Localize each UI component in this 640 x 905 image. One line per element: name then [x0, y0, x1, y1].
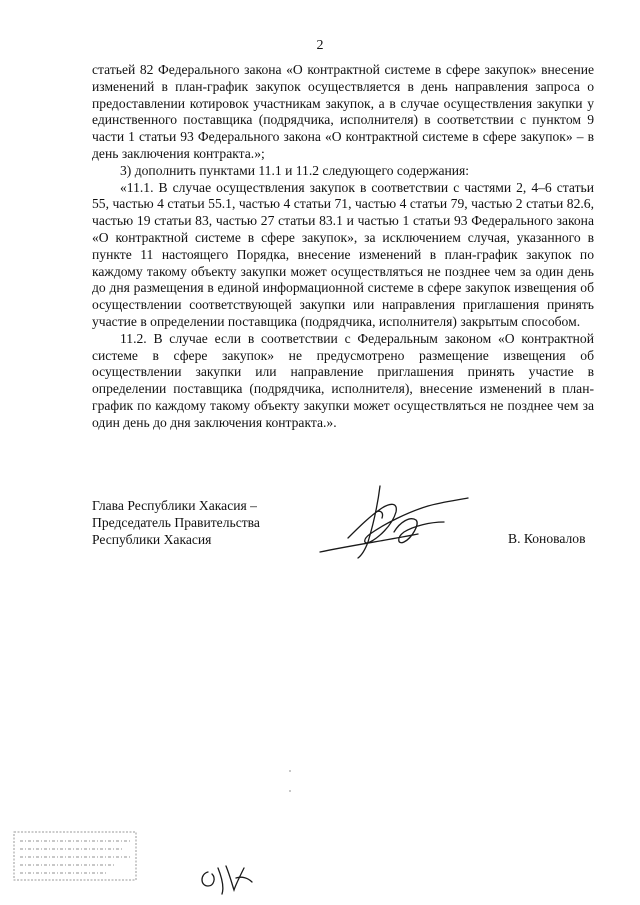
- paragraph-11-2: 11.2. В случае если в соответствии с Федеральным законом «О контрактной системе в сфере закупок» не предусмотрено размещение извещения об осуществлении закупки или направление приглашения принять участие в определении поставщика (подрядчика, исполнителя), внесение изменений в план-график по каждому такому объекту закупки может осуществляться не позднее чем за один день до дня заключения контракта.».: [92, 330, 594, 430]
- scan-speck: [289, 790, 291, 792]
- paragraph-item-3: 3) дополнить пунктами 11.1 и 11.2 следующего содержания:: [120, 162, 470, 178]
- paragraph-11-1: «11.1. В случае осуществления закупок в соответствии с частями 2, 4–6 статьи 55, частью 4 статьи 55.1, частью 4 статьи 71, частью 4 статьи 79, частью 2 статьи 82.6, частью 19 статьи 83, частью 27 статьи 83.1 и частью 1 статьи 93 Федерального закона «О контрактной системе в сфере закупок», за исключением случая, указанного в пункте 11 настоящего Порядка, внесение изменений в план-график закупок по каждому такому объекту закупки может осуществляться не позднее чем за один день до дня размещения в единой информационной системе в сфере закупок извещения об осуществлении соответствующей закупки или направления приглашения принять участие в определении поставщика (подрядчика, исполнителя) закрытым способом.: [92, 179, 594, 329]
- handwritten-initials: [196, 858, 254, 896]
- signatory-name: В. Коновалов: [508, 531, 586, 546]
- signatory-title-line: Глава Республики Хакасия –: [92, 498, 257, 513]
- page-number: 2: [316, 38, 324, 53]
- signatory-title-line: Республики Хакасия: [92, 532, 212, 547]
- signatory-title-line: Председатель Правительства: [92, 515, 260, 530]
- signatory-title: [92, 497, 312, 548]
- scan-speck: [289, 770, 291, 772]
- handwritten-signature: [318, 482, 478, 560]
- registration-stamp: [12, 830, 138, 882]
- paragraph-continuation: статьей 82 Федерального закона «О контрактной системе в сфере закупок» внесение изменений в план-график закупок осуществляется в день направления запроса о предоставлении котировок участникам закупок, а в случае осуществления закупки у единственного поставщика (подрядчика, исполнителя) в соответствии с пунктом 9 части 1 статьи 93 Федерального закона «О контрактной системе в сфере закупок» – в день заключения контракта.»;: [92, 62, 594, 161]
- document-body: [92, 62, 594, 432]
